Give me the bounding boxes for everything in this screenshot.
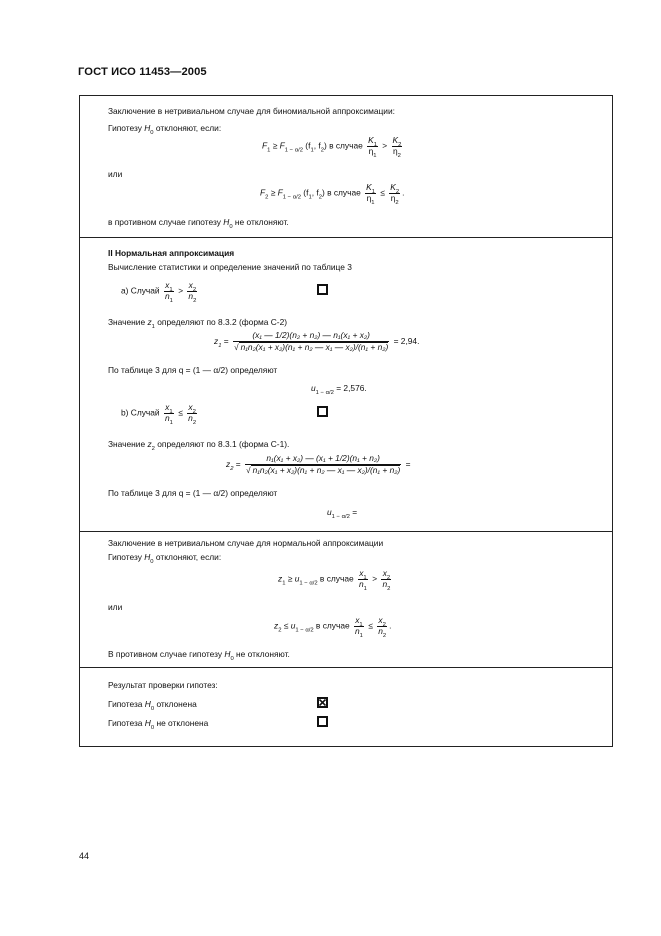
z1-numerator: (x₁ — 1/2)(n₂ + n₂) — n₁(x₁ + x₂) bbox=[233, 331, 389, 342]
symbol: η bbox=[392, 145, 398, 156]
subscript: 1 bbox=[169, 287, 173, 293]
text: не отклонена bbox=[154, 718, 209, 728]
subscript: 2 bbox=[397, 152, 401, 159]
fraction-k2-eta2 bbox=[392, 135, 403, 159]
symbol: x bbox=[382, 568, 387, 578]
subscript: 0 bbox=[150, 706, 155, 712]
symbol: u bbox=[311, 383, 316, 393]
formula-z1-condition bbox=[278, 568, 393, 592]
fraction-k2-eta2 bbox=[389, 182, 400, 206]
symbol: z bbox=[274, 620, 279, 631]
text: отклоняют, если: bbox=[153, 123, 222, 133]
punctuation: . bbox=[402, 187, 405, 198]
table3-lookup-b: По таблице 3 для q = (1 — α/2) определяют bbox=[108, 488, 278, 498]
symbol: K bbox=[366, 182, 372, 192]
subscript: 2 bbox=[192, 419, 197, 426]
text: В противном случае гипотезу bbox=[108, 649, 225, 659]
relation: ≤ bbox=[365, 620, 376, 631]
formula-f2 bbox=[260, 182, 405, 206]
symbol-h: H bbox=[144, 123, 151, 133]
fraction-x1-n1 bbox=[164, 280, 174, 304]
fraction-z2: $\frac{\text{n₁(x₁ + x₂) — (x₁ + 1/2)(n₁ + n₂)}}{\text{√ n₁n₂(x₁ + x₂)(n₁ + n₂ — x₁ — x₂)/(n₁ + n₂)}}$ bbox=[246, 453, 401, 475]
args: (f bbox=[300, 187, 309, 198]
symbol-h: H bbox=[223, 217, 230, 227]
fraction-k1-eta1 bbox=[365, 182, 376, 206]
symbol: z bbox=[147, 439, 152, 449]
subscript: 1 bbox=[373, 142, 377, 148]
case-label: а) Случай bbox=[121, 285, 160, 296]
table3-lookup-a: По таблице 3 для q = (1 — α/2) определяют bbox=[108, 365, 278, 375]
symbol: K bbox=[392, 135, 399, 145]
subscript: 1 bbox=[151, 324, 155, 330]
symbol: z bbox=[147, 317, 152, 327]
subscript: 2 bbox=[230, 465, 234, 472]
text: Гипотезу bbox=[108, 552, 145, 562]
fraction-k1-eta1 bbox=[367, 135, 378, 159]
symbol: n bbox=[164, 412, 170, 423]
subscript: 1 bbox=[169, 419, 173, 426]
not-rejected-checkbox[interactable] bbox=[317, 716, 328, 727]
text: в случае bbox=[313, 620, 352, 631]
punctuation: . bbox=[389, 620, 392, 631]
u-value-a bbox=[311, 383, 367, 396]
subscript: 1 − α/2 bbox=[282, 194, 301, 201]
subscript: 0 bbox=[150, 559, 154, 565]
binomial-conclusion-intro: Заключение в нетривиальном случае для биномиальной аппроксимации: bbox=[108, 106, 395, 116]
symbol: x bbox=[359, 568, 364, 578]
relation: ≤ bbox=[377, 187, 388, 198]
fraction-x2-n2 bbox=[187, 402, 197, 426]
symbol: K bbox=[368, 135, 374, 145]
relation: ≥ F bbox=[268, 187, 283, 198]
u-value-b bbox=[327, 507, 358, 520]
case-a-checkbox[interactable] bbox=[317, 284, 328, 295]
relation: ≥ bbox=[285, 573, 295, 584]
z1-denominator: n₁n₂(x₁ + x₂)(n₁ + n₂ — x₁ — x₂)/(n₁ + n₂) bbox=[240, 341, 389, 352]
symbol: n bbox=[164, 290, 170, 301]
normal-conclusion-intro: Заключение в нетривиальном случае для нормальной аппроксимации bbox=[108, 538, 384, 548]
symbol-h: H bbox=[144, 718, 151, 728]
subscript: 1 bbox=[373, 152, 377, 159]
symbol: u bbox=[294, 573, 300, 584]
formula-f1 bbox=[262, 135, 404, 159]
text: Значение bbox=[108, 317, 148, 327]
symbol: x bbox=[378, 615, 383, 625]
subscript: 0 bbox=[230, 656, 234, 662]
subscript: 2 bbox=[320, 147, 324, 154]
subscript: 1 bbox=[310, 147, 314, 154]
subscript: 2 bbox=[151, 446, 155, 452]
formula-z1 bbox=[214, 331, 419, 352]
symbol: K bbox=[390, 182, 396, 192]
symbol: n bbox=[354, 625, 360, 636]
subscript: 1 − α/2 bbox=[299, 580, 318, 587]
subscript: 1 bbox=[371, 189, 375, 195]
normal-otherwise bbox=[108, 649, 290, 662]
args: ) bbox=[323, 140, 327, 151]
symbol: n bbox=[358, 578, 364, 589]
text: в случае bbox=[326, 140, 366, 151]
symbol: n bbox=[382, 578, 388, 589]
fraction-z1: $\frac{\text{(x₁ — 1/2)(n₂ + n₂) — n₁(x₁ + x₂)}}{\text{√ n₁n₂(x₁ + x₂)(n₁ + n₂ — x₁ — x₂)/(n₁ + n₂)}}$ bbox=[234, 330, 389, 352]
fraction-x2-n2 bbox=[381, 568, 391, 592]
args: , f bbox=[313, 140, 321, 151]
result-not-rejected-label bbox=[108, 718, 209, 731]
text: не отклоняют. bbox=[233, 649, 290, 659]
symbol: η bbox=[390, 192, 396, 203]
z1-definition bbox=[108, 317, 288, 330]
subscript: 1 bbox=[359, 632, 363, 639]
relation: = bbox=[233, 458, 243, 469]
or-label: или bbox=[108, 602, 123, 612]
subscript: 2 bbox=[398, 142, 402, 148]
subscript: 2 bbox=[387, 585, 391, 592]
symbol: η bbox=[368, 145, 374, 156]
args: , f bbox=[311, 187, 319, 198]
section-divider bbox=[79, 237, 613, 238]
hypothesis-reject-line bbox=[108, 552, 222, 565]
fraction-x2-n2 bbox=[377, 615, 387, 639]
subscript: 0 bbox=[150, 725, 155, 731]
symbol: n bbox=[378, 625, 383, 636]
z1-value: = 2,94. bbox=[391, 335, 420, 346]
symbol: x bbox=[188, 402, 193, 412]
subscript: 1 bbox=[363, 575, 367, 581]
symbol: n bbox=[188, 290, 194, 301]
check-x-icon bbox=[319, 699, 326, 706]
symbol: n bbox=[188, 412, 193, 423]
subscript: 2 bbox=[193, 297, 197, 304]
case-b-checkbox[interactable] bbox=[317, 406, 328, 417]
value: = bbox=[349, 507, 358, 517]
symbol: z bbox=[278, 573, 283, 584]
subscript: 0 bbox=[150, 130, 154, 136]
relation: ≥ F bbox=[270, 140, 285, 151]
symbol-h: H bbox=[224, 649, 231, 659]
subscript: 1 bbox=[267, 147, 271, 154]
fraction-x1-n1 bbox=[164, 402, 174, 426]
text: отклонена bbox=[154, 699, 197, 709]
subscript: 2 bbox=[192, 287, 197, 293]
subscript: 2 bbox=[278, 627, 282, 634]
normal-approx-title: II Нормальная аппроксимация bbox=[108, 248, 235, 258]
or-label: или bbox=[108, 169, 123, 179]
subscript: 2 bbox=[382, 632, 387, 639]
subscript: 1 bbox=[169, 297, 173, 304]
z2-denominator: n₁n₂(x₁ + x₂)(n₁ + n₂ — x₁ — x₂)/(n₁ + n₂) bbox=[252, 464, 401, 475]
subscript: 1 bbox=[282, 580, 286, 587]
text: не отклоняют. bbox=[232, 217, 289, 227]
symbol: x bbox=[165, 402, 170, 412]
text: Гипотезу bbox=[108, 123, 145, 133]
relation: > bbox=[369, 573, 380, 584]
args: ) bbox=[321, 187, 325, 198]
subscript: 1 bbox=[169, 409, 173, 415]
relation: ≤ bbox=[281, 620, 291, 631]
subscript: 2 bbox=[265, 194, 269, 201]
subscript: 1 bbox=[359, 622, 363, 628]
z2-definition bbox=[108, 439, 290, 452]
relation: = bbox=[221, 335, 231, 346]
section-divider bbox=[79, 531, 613, 532]
subscript: 2 bbox=[395, 189, 400, 195]
text: Значение bbox=[108, 439, 148, 449]
subscript: 2 bbox=[386, 575, 391, 581]
symbol-f: F bbox=[260, 187, 266, 198]
subscript: 2 bbox=[382, 622, 386, 628]
subscript: 2 bbox=[318, 194, 322, 201]
case-a bbox=[121, 280, 199, 304]
subscript: 1 bbox=[308, 194, 312, 201]
text: в случае bbox=[317, 573, 356, 584]
fraction-x1-n1 bbox=[354, 615, 364, 639]
relation: > bbox=[175, 285, 186, 296]
symbol: x bbox=[355, 615, 360, 625]
symbol-h: H bbox=[144, 699, 151, 709]
hypothesis-reject-line bbox=[108, 123, 222, 136]
symbol: x bbox=[188, 280, 193, 290]
text: определяют по 8.3.1 (форма С-1). bbox=[154, 439, 290, 449]
case-b bbox=[121, 402, 199, 426]
subscript: 1 bbox=[371, 199, 375, 206]
result-rejected-label bbox=[108, 699, 197, 712]
subscript: 1 − α/2 bbox=[284, 147, 303, 154]
z2-value: = bbox=[403, 458, 411, 469]
rejected-checkbox[interactable] bbox=[317, 697, 328, 708]
subscript: 1 bbox=[218, 342, 222, 349]
relation: > bbox=[379, 140, 390, 151]
symbol: z bbox=[226, 458, 231, 469]
text: в случае bbox=[324, 187, 364, 198]
symbol-f: F bbox=[262, 140, 268, 151]
result-title: Результат проверки гипотез: bbox=[108, 680, 218, 690]
text: Гипотеза bbox=[108, 718, 145, 728]
text: отклоняют, если: bbox=[153, 552, 222, 562]
subscript: 1 − α/2 bbox=[295, 627, 314, 634]
subscript: 1 − α/2 bbox=[331, 514, 350, 520]
binomial-otherwise bbox=[108, 217, 289, 230]
symbol: u bbox=[290, 620, 296, 631]
formula-z2-condition bbox=[274, 615, 392, 639]
normal-approx-subtitle: Вычисление статистики и определение значений по таблице 3 bbox=[108, 262, 352, 272]
fraction-x2-n2 bbox=[187, 280, 197, 304]
section-divider bbox=[79, 667, 613, 668]
subscript: 0 bbox=[229, 224, 233, 230]
args: (f bbox=[302, 140, 311, 151]
symbol: η bbox=[366, 192, 372, 203]
value: = 2,576. bbox=[333, 383, 367, 393]
text: Гипотеза bbox=[108, 699, 145, 709]
symbol: z bbox=[214, 335, 219, 346]
text: в противном случае гипотезу bbox=[108, 217, 224, 227]
text: определяют по 8.3.2 (форма С-2) bbox=[154, 317, 288, 327]
z2-numerator: n₁(x₁ + x₂) — (x₁ + 1/2)(n₁ + n₂) bbox=[245, 454, 401, 465]
formula-z2 bbox=[226, 454, 410, 475]
subscript: 1 bbox=[363, 585, 367, 592]
document-title: ГОСТ ИСО 11453—2005 bbox=[78, 66, 207, 78]
subscript: 1 − α/2 bbox=[315, 390, 334, 396]
symbol: x bbox=[165, 280, 170, 290]
subscript: 2 bbox=[192, 409, 196, 415]
symbol-h: H bbox=[144, 552, 151, 562]
fraction-x1-n1 bbox=[358, 568, 368, 592]
case-label: b) Случай bbox=[121, 407, 160, 418]
subscript: 2 bbox=[395, 199, 399, 206]
symbol: u bbox=[327, 507, 332, 517]
page-number: 44 bbox=[79, 851, 90, 861]
relation: ≤ bbox=[175, 407, 186, 418]
